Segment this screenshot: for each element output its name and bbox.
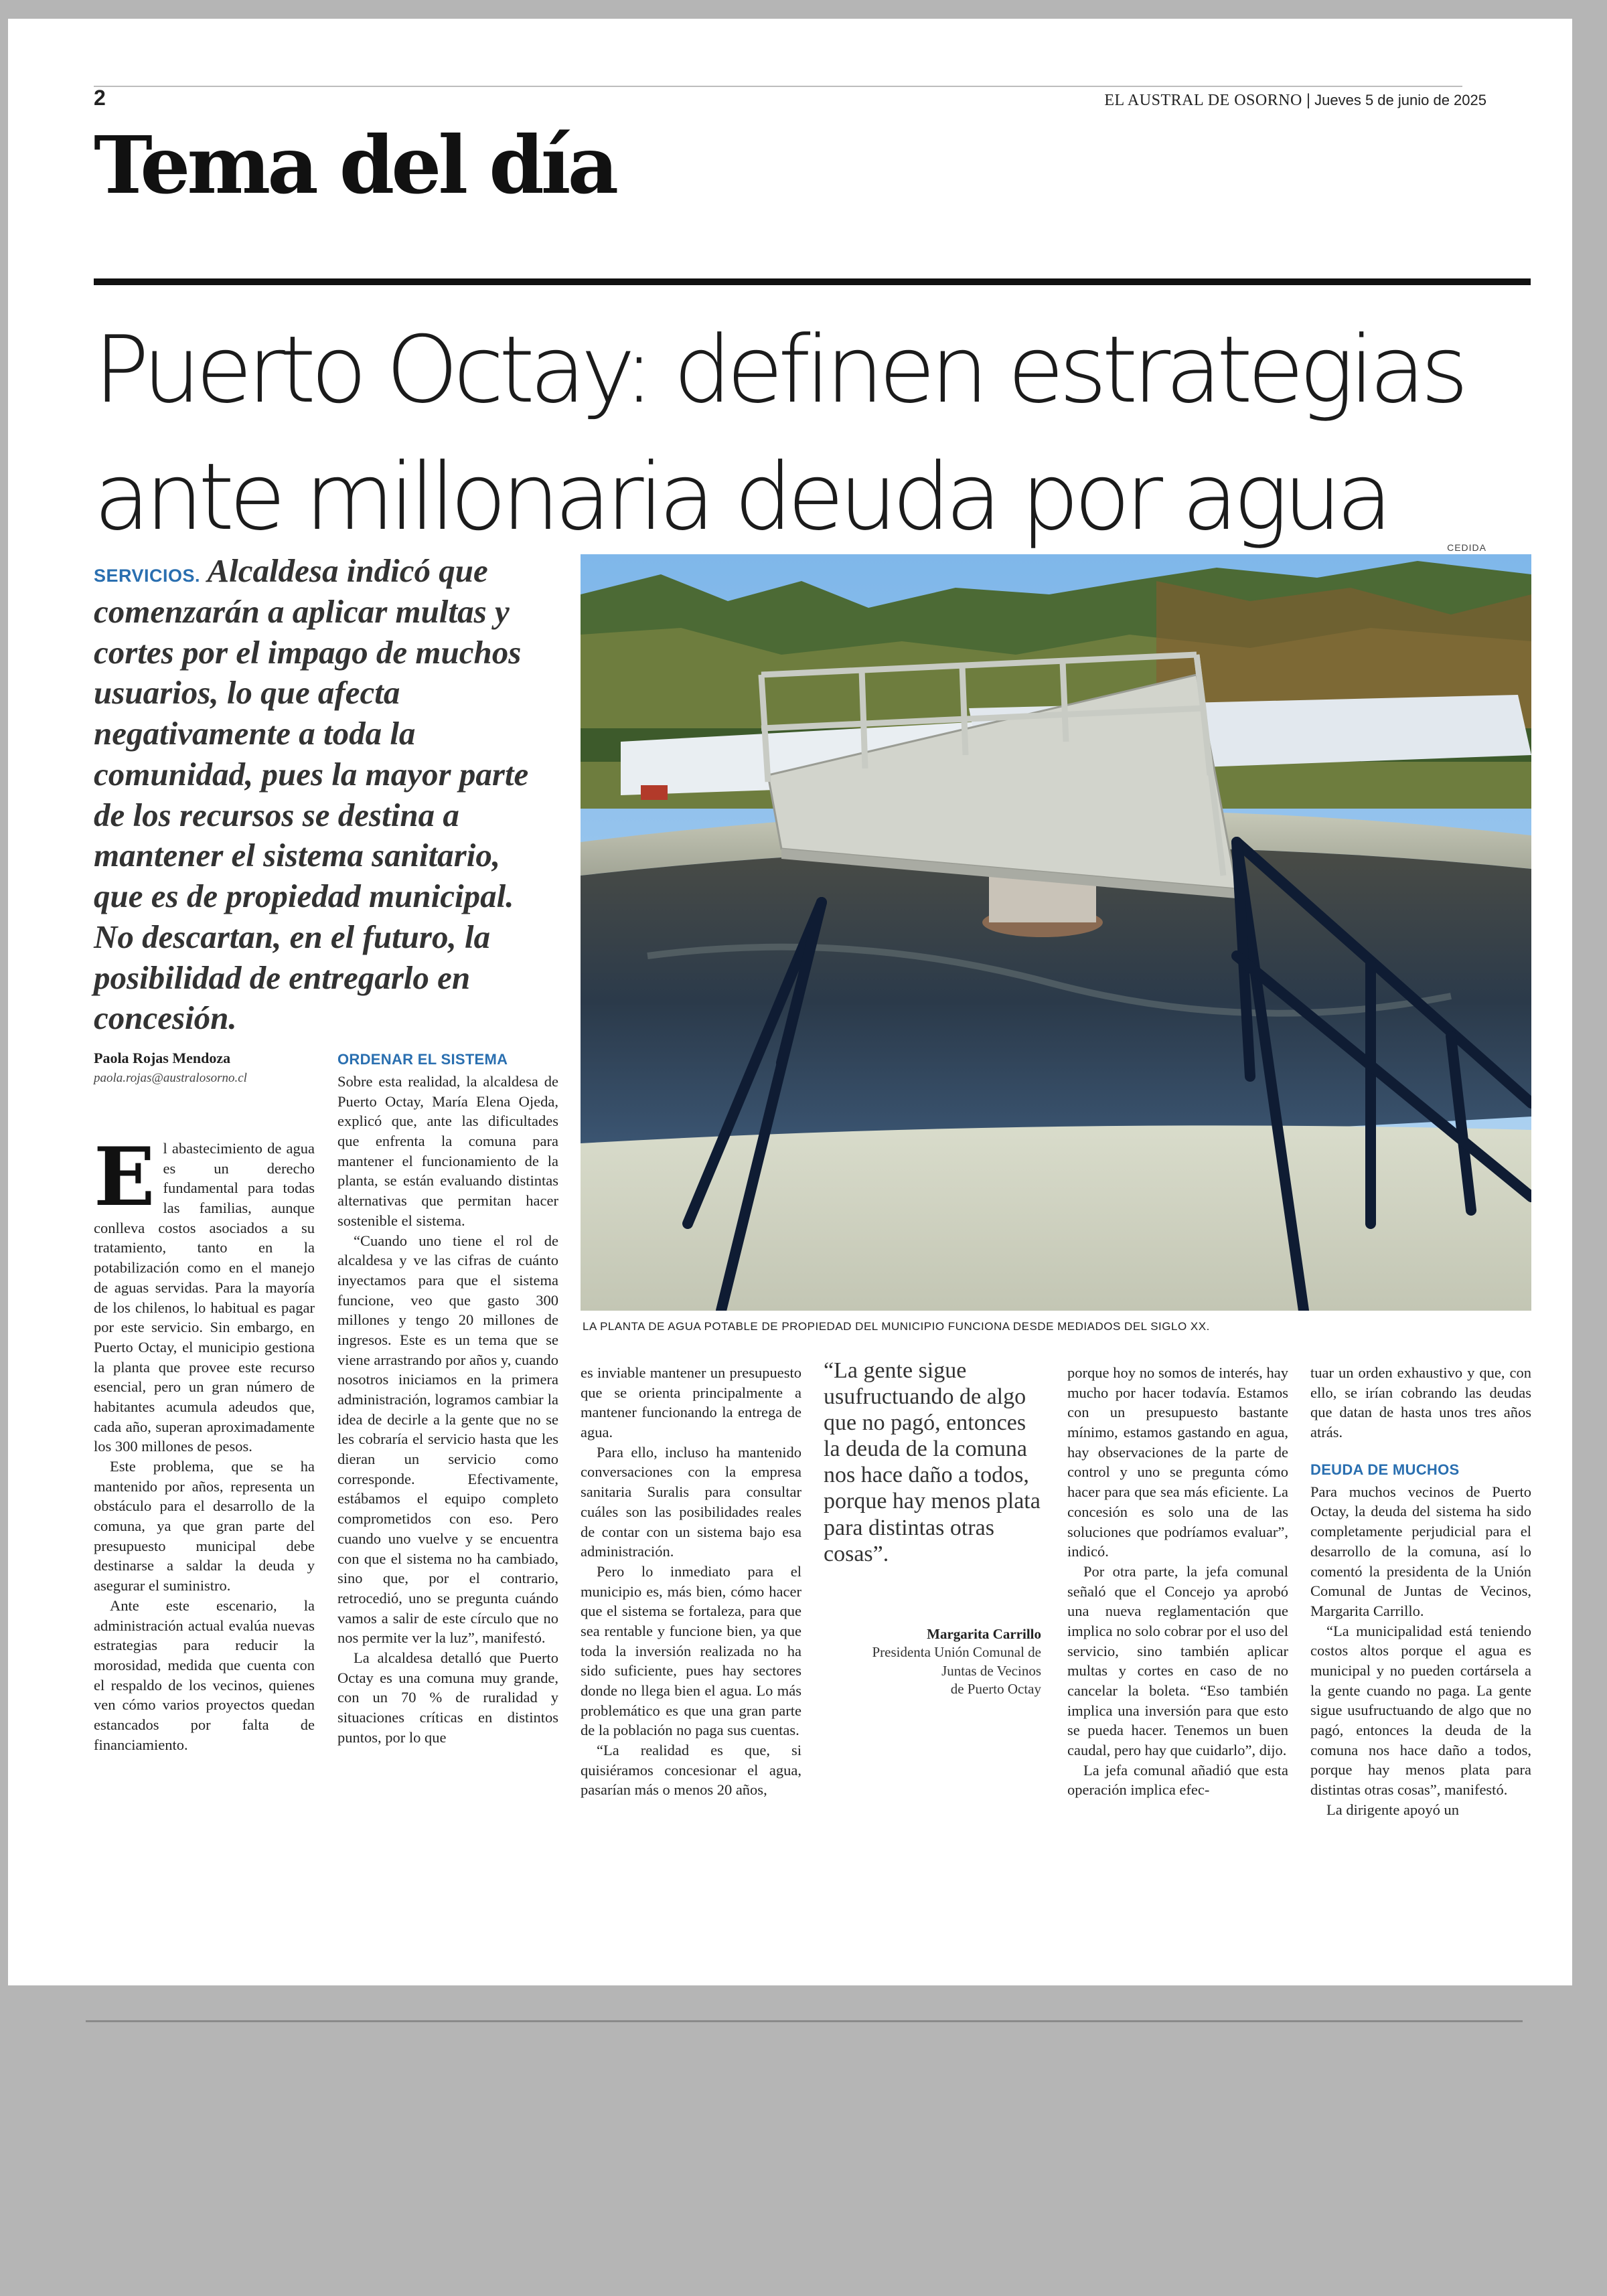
paragraph: “La realidad es que, si quisiéramos concesionar el agua, pasarían más o menos 20 años,	[581, 1742, 801, 1799]
section-rule	[94, 278, 1531, 285]
column-5	[1310, 1363, 1531, 1819]
page-number: 2	[94, 86, 106, 110]
paragraph: es inviable mantener un presupuesto que se orienta principalmente a mantener funcionando la entrega de agua.	[581, 1364, 801, 1441]
newspaper-page	[8, 19, 1572, 1985]
paragraph: Por otra parte, la jefa comunal señaló que el Concejo ya aprobó una nueva reglamentación que implica no solo cobrar por el uso del servicio, sino también aplicar multas y cortes en caso de no cancelar la boleta. “Eso también implica una inversión para que esto se pueda hacer. Tenemos un buen caudal, pero hay que cuidarlo”, dijo.	[1067, 1562, 1288, 1759]
subhead: ORDENAR EL SISTEMA	[337, 1051, 508, 1068]
publication-name: EL AUSTRAL DE OSORNO	[1104, 92, 1302, 109]
column-4	[1067, 1363, 1288, 1800]
paragraph: tuar un orden exhaustivo y que, con ello, se irían cobrando las deudas que datan de hasta unos tres años atrás.	[1310, 1364, 1531, 1441]
issue-date: Jueves 5 de junio de 2025	[1314, 92, 1486, 108]
masthead-separator: |	[1306, 91, 1311, 109]
top-rule	[94, 86, 1462, 87]
paragraph: La jefa comunal añadió que esta operación implica efec-	[1067, 1761, 1288, 1799]
paragraph: “La municipalidad está teniendo costos altos porque el agua es municipal y no pueden cortársela a la gente cuando no paga. La gente sigue usufructuando de algo que no pagó, entonces la deuda de la comuna nos hace daño a todos, porque hay menos plata para distintas otras cosas”, manifestó.	[1310, 1622, 1531, 1799]
quote-role-line: de Puerto Octay	[950, 1680, 1041, 1697]
red-object	[641, 785, 668, 800]
quote-author: Margarita Carrillo	[927, 1626, 1041, 1642]
byline	[94, 1050, 321, 1086]
paragraph-text: l abastecimiento de agua es un derecho fundamental para todas las familias, aunque conlleva costos asociados a su tratamiento, tanto en la potabilización como en el manejo de aguas servidas. Para la mayoría de los chilenos, lo habitual es pagar por este servicio. Sin embargo, en Puerto Octay, el municipio gestiona la planta que provee este recurso esencial, pero un gran número de habitantes acumula adeudos que, cada año, superan aproximadamente los 300 millones de pesos.	[94, 1140, 315, 1455]
paragraph: La alcaldesa detalló que Puerto Octay es una comuna muy grande, con un 70 % de ruralidad y situaciones críticas en distintos puntos, por lo que	[337, 1649, 558, 1746]
masthead	[1104, 91, 1486, 110]
pull-quote-attribution	[824, 1625, 1041, 1698]
paragraph: Sobre esta realidad, la alcaldesa de Puerto Octay, María Elena Ojeda, explicó que, ante las dificultades que enfrenta la comuna para mantener el funcionamiento de la planta, se están evaluando distintas alternativas que permitan hacer sostenible el sistema.	[337, 1073, 558, 1229]
paragraph: porque hoy no somos de interés, hay mucho por hacer todavía. Estamos con un presupuesto bastante mínimo, estamos gastando en agua, hay observaciones de la parte de control y uno se pregunta cómo hacer para que sea más eficiente. La concesión es solo una de las soluciones que podríamos evaluar”, indicó.	[1067, 1364, 1288, 1560]
paragraph: Pero lo inmediato para el municipio es, más bien, cómo hacer que el sistema se fortaleza, para que sea rentable y funcione bien, ya que toda la inversión realizada no ha sido suficiente, pues hay sectores donde no llega bien el agua. Lo más problemático es que una gran parte de la población no paga sus cuentas.	[581, 1562, 801, 1739]
paragraph: Este problema, que se ha mantenido por años, representa un obstáculo para el desarrollo de la comuna, ya que gran parte del presupuesto municipal debe destinarse a saldar la deuda y asegurar el suministro.	[94, 1458, 315, 1594]
drop-cap: E	[94, 1130, 155, 1224]
bottom-rule	[86, 2020, 1523, 2022]
quote-role-line: Juntas de Vecinos	[941, 1662, 1041, 1679]
author-name: Paola Rojas Mendoza	[94, 1050, 231, 1066]
lead-paragraph	[94, 551, 557, 1039]
headline-line-2: ante millonaria deuda por agua	[94, 443, 1388, 552]
author-email: paola.rojas@australosorno.cl	[94, 1071, 247, 1085]
photo-caption: LA PLANTA DE AGUA POTABLE DE PROPIEDAD DEL MUNICIPIO FUNCIONA DESDE MEDIADOS DEL SIGLO XX.	[583, 1320, 1210, 1333]
paragraph: Para ello, incluso ha mantenido conversaciones con la empresa sanitaria Suralis para consultar cuáles son las posibilidades reales de contar con un sistema bajo esa administración.	[581, 1443, 801, 1560]
paragraph: La dirigente apoyó un	[1326, 1801, 1460, 1818]
column-3	[581, 1363, 801, 1800]
column-1	[94, 1130, 315, 1754]
paragraph	[94, 1130, 315, 1457]
photo-credit: CEDIDA	[1447, 542, 1486, 553]
headline	[94, 307, 1531, 562]
quote-role-line: Presidenta Unión Comunal de	[872, 1644, 1041, 1661]
headline-line-1: Puerto Octay: definen estrategias	[94, 316, 1464, 424]
section-title: Tema del día	[94, 118, 616, 212]
paragraph: Para muchos vecinos de Puerto Octay, la deuda del sistema ha sido completamente perjudicial para el desarrollo de la comuna, así lo comentó la presidenta de la Unión Comunal de Juntas de Vecinos, Margarita Carrillo.	[1310, 1483, 1531, 1619]
paragraph: “Cuando uno tiene el rol de alcaldesa y ve las cifras de cuánto inyectamos para que el sistema funcione, veo que gasto 300 millones y tengo 20 millones de ingresos. Este es un tema que se viene arrastrando por años y, cuando nosotros iniciamos en la primera administración, logramos cambiar la idea de decirle a la gente que no se les cobraría el servicio hasta que les dieran un servicio como corresponde. Efectivamente, estábamos el equipo completo comprometidos con eso. Pero cuando uno vuelve y se encuentra con que el sistema no ha cambiado, sino que, por el contrario, retrocedió, uno se pregunta cuándo vamos a salir de este círculo que no nos permite ver la luz”, manifestó.	[337, 1232, 558, 1647]
column-2	[337, 1050, 558, 1747]
subhead: DEUDA DE MUCHOS	[1310, 1461, 1460, 1478]
kicker: SERVICIOS.	[94, 566, 201, 586]
lead-text: Alcaldesa indicó que comenzarán a aplicar multas y cortes por el impago de muchos usuarios, lo que afecta negativamente a toda la comunidad, pues la mayor parte de los recursos se destina a mantener el sistema sanitario, que es de propiedad municipal. No descartan, en el futuro, la posibilidad de entregarlo en concesión.	[94, 552, 529, 1037]
paragraph: Ante este escenario, la administración actual evalúa nuevas estrategias para reducir la morosidad, medida que cuenta con el respaldo de los vecinos, quienes ven cómo varios proyectos quedan estancados por falta de financiamiento.	[94, 1596, 315, 1753]
pull-quote: “La gente sigue usufructuando de algo que no pagó, entonces la deuda de la comuna nos hace daño a todos, porque hay menos plata para distintas otras cosas”.	[824, 1358, 1041, 1566]
water-plant-photo	[581, 554, 1531, 1311]
